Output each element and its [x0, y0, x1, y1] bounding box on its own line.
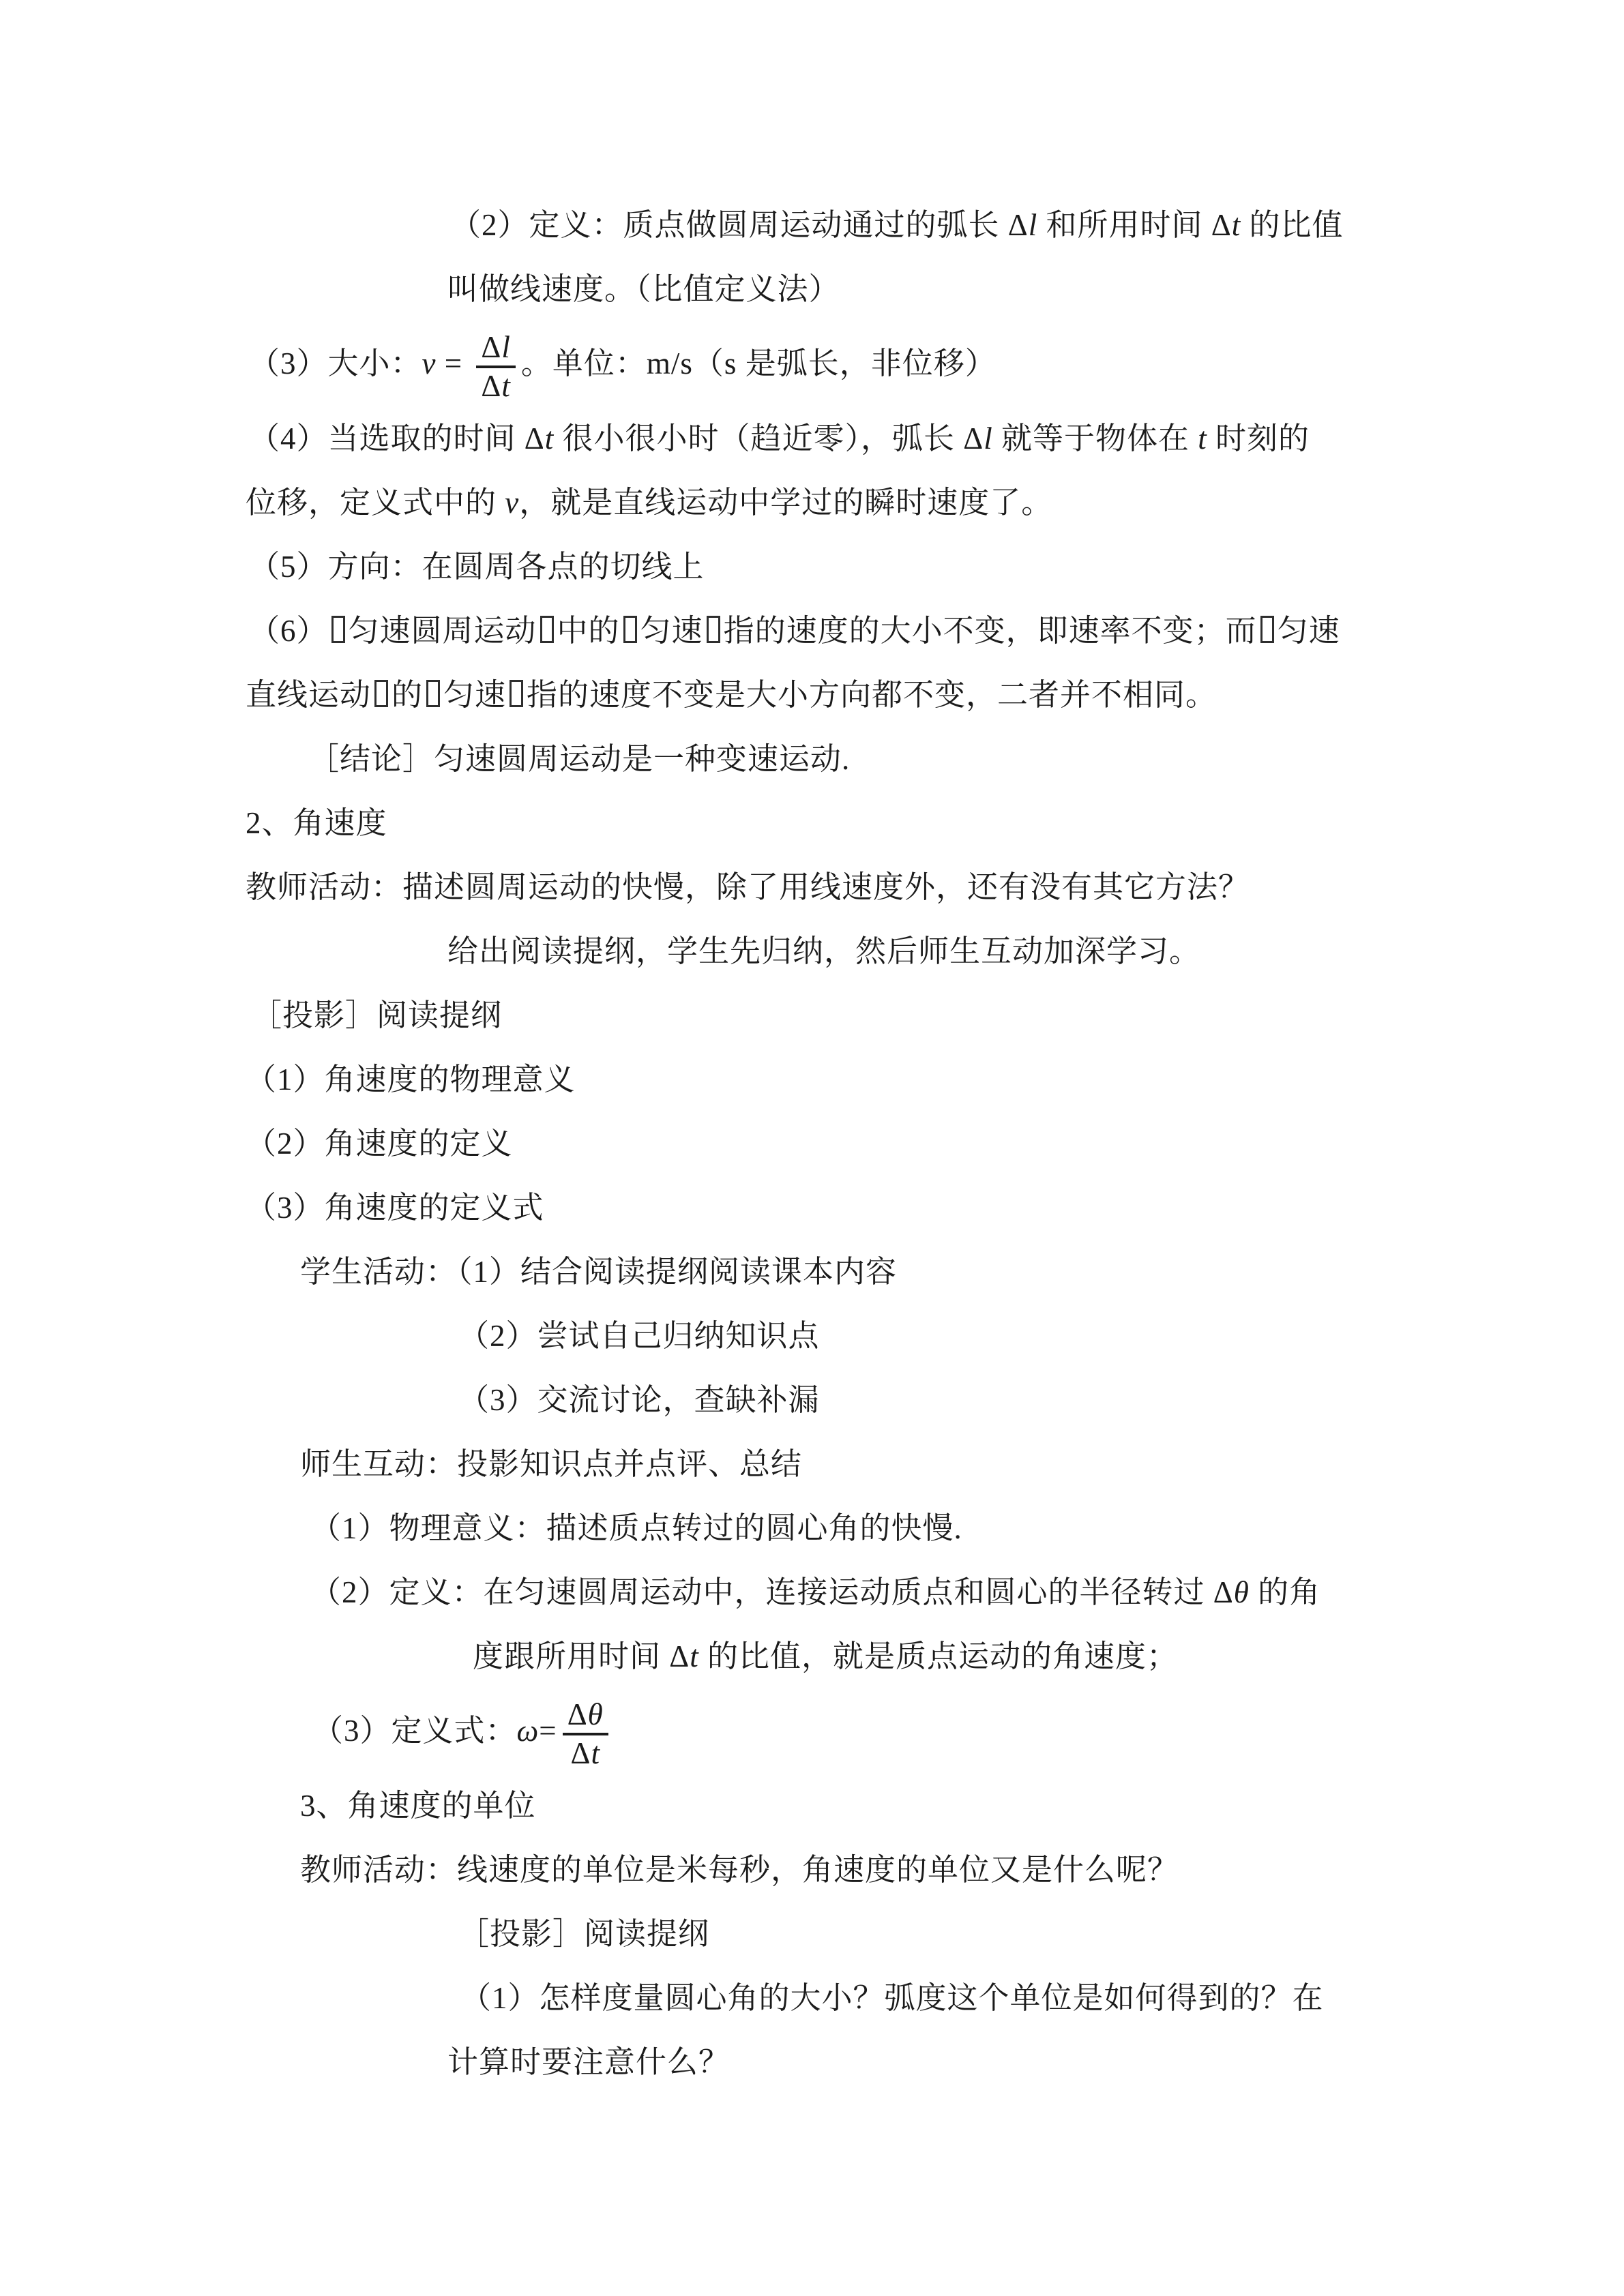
- doc-line-22: [0, 1560, 1624, 1624]
- text-run: 是弧长，非位移）: [737, 346, 996, 381]
- doc-line-26: [0, 1838, 1624, 1902]
- text-run: Δ: [669, 1639, 690, 1673]
- text-run: =: [436, 346, 471, 381]
- text-run: =: [539, 1714, 557, 1748]
- math-variable: t: [690, 1639, 699, 1673]
- text-run: 位移，定义式中的: [246, 486, 505, 520]
- doc-line-28: [0, 1966, 1624, 2030]
- text-run: 叫做线速度。（比值定义法）: [447, 272, 840, 306]
- doc-line-1: [0, 193, 1624, 257]
- text-run: m/s: [646, 346, 693, 381]
- text-run: （1）怎样度量圆心角的大小？弧度这个单位是如何得到的？在: [460, 1981, 1324, 2015]
- text-run: 计算时要注意什么？: [447, 2045, 730, 2079]
- doc-line-14: [0, 1047, 1624, 1112]
- text-run: Δ: [1213, 1575, 1234, 1609]
- text-run: 师生互动：投影知识点并点评、总结: [300, 1447, 803, 1481]
- text-run: Δ: [567, 1697, 588, 1731]
- fraction-denominator: [481, 368, 510, 402]
- doc-line-15: [0, 1112, 1624, 1176]
- text-run: 和所用时间: [1037, 208, 1211, 242]
- text-run: （3）定义式：: [312, 1714, 517, 1748]
- text-run: 教师活动：描述圆周运动的快慢，除了用线速度外，还有没有其它方法？: [246, 870, 1250, 904]
- missing-glyph-box-icon: [374, 680, 388, 707]
- text-run: 3、角速度的单位: [300, 1789, 536, 1823]
- math-variable: v: [505, 486, 520, 520]
- doc-line-21: [0, 1496, 1624, 1560]
- text-run: （6）: [249, 614, 328, 648]
- missing-glyph-box-icon: [1260, 616, 1274, 643]
- text-run: 直线运动: [246, 678, 372, 712]
- math-variable: t: [501, 368, 511, 403]
- text-run: 教师活动：线速度的单位是米每秒，角速度的单位又是什么呢？: [300, 1853, 1179, 1887]
- fraction: [563, 1699, 608, 1770]
- math-variable: v: [422, 346, 437, 381]
- math-variable: t: [1231, 208, 1241, 242]
- text-run: 给出阅读提纲，学生先归纳，然后师生互动加深学习。: [447, 934, 1201, 968]
- text-run: 2、角速度: [246, 806, 387, 840]
- text-run: （3）交流讨论，查缺补漏: [458, 1383, 820, 1417]
- text-run: 的角: [1249, 1575, 1321, 1609]
- doc-line-19: [0, 1368, 1624, 1432]
- doc-line-13: [0, 983, 1624, 1047]
- doc-line-10: [0, 791, 1624, 855]
- math-variable: l: [501, 329, 511, 364]
- doc-line-25: [0, 1774, 1624, 1838]
- missing-glyph-box-icon: [623, 616, 637, 643]
- text-run: Δ: [1211, 208, 1232, 242]
- text-run: Δ: [963, 421, 984, 456]
- doc-line-20: [0, 1432, 1624, 1496]
- text-run: 度跟所用时间: [473, 1639, 670, 1673]
- text-run: ［结论］匀速圆周运动是一种变速运动.: [308, 742, 851, 776]
- math-variable: t: [1198, 421, 1207, 456]
- text-run: （1）角速度的物理意义: [246, 1062, 576, 1097]
- text-run: （2）尝试自己归纳知识点: [458, 1319, 820, 1353]
- text-run: s: [724, 346, 737, 381]
- text-run: 时刻的: [1207, 421, 1310, 456]
- text-run: （2）定义：在匀速圆周运动中，连接运动质点和圆心的半径转过: [310, 1575, 1213, 1609]
- math-variable: t: [591, 1735, 600, 1770]
- text-run: （3）角速度的定义式: [246, 1191, 544, 1225]
- doc-line-17: [0, 1240, 1624, 1304]
- text-run: 匀速: [1277, 614, 1340, 648]
- text-run: （4）当选取的时间: [249, 421, 525, 456]
- text-run: （1）物理意义：描述质点转过的圆心角的快慢.: [310, 1511, 962, 1545]
- doc-line-27: [0, 1902, 1624, 1966]
- missing-glyph-box-icon: [426, 680, 440, 707]
- text-run: 的: [392, 678, 424, 712]
- fraction-numerator: [563, 1699, 608, 1735]
- text-run: 匀速圆周运动: [348, 614, 537, 648]
- text-run: Δ: [524, 421, 545, 456]
- text-run: 。单位：: [520, 346, 647, 381]
- doc-line-2: [0, 257, 1624, 321]
- math-variable: l: [984, 421, 993, 456]
- math-variable: t: [544, 421, 555, 456]
- doc-line-7: [0, 599, 1624, 663]
- doc-line-4: [0, 406, 1624, 471]
- math-variable: l: [1028, 208, 1038, 242]
- doc-line-9: [0, 727, 1624, 791]
- text-run: Δ: [481, 329, 502, 364]
- doc-line-8: [0, 663, 1624, 727]
- text-run: 中的: [557, 614, 620, 648]
- text-run: （2）角速度的定义: [246, 1127, 513, 1161]
- doc-line-5: [0, 471, 1624, 535]
- text-run: （2）定义：质点做圆周运动通过的弧长: [450, 208, 1008, 242]
- doc-line-24: [0, 1688, 1624, 1774]
- fraction-denominator: [570, 1735, 600, 1770]
- text-run: 匀速: [443, 678, 507, 712]
- text-run: ［投影］阅读提纲: [251, 998, 503, 1032]
- doc-line-6: [0, 535, 1624, 599]
- doc-line-29: [0, 2030, 1624, 2094]
- doc-line-3: [0, 321, 1624, 406]
- text-run: 的比值，就是质点运动的角速度；: [698, 1639, 1178, 1673]
- doc-line-16: [0, 1176, 1624, 1240]
- doc-line-23: [0, 1624, 1624, 1688]
- missing-glyph-box-icon: [707, 616, 720, 643]
- missing-glyph-box-icon: [510, 680, 523, 707]
- text-run: 很小很小时（趋近零），弧长: [554, 421, 964, 456]
- fraction: [476, 331, 515, 402]
- text-run: ［投影］阅读提纲: [458, 1917, 710, 1951]
- text-run: （5）方向：在圆周各点的切线上: [249, 550, 705, 584]
- text-run: （: [692, 346, 724, 381]
- doc-line-11: [0, 855, 1624, 919]
- text-run: ，就是直线运动中学过的瞬时速度了。: [519, 486, 1053, 520]
- text-run: Δ: [1007, 208, 1029, 242]
- math-variable: θ: [1233, 1575, 1250, 1609]
- doc-line-18: [0, 1304, 1624, 1368]
- text-run: 匀速: [640, 614, 703, 648]
- text-run: 就等于物体在: [992, 421, 1198, 456]
- math-variable: θ: [587, 1697, 604, 1731]
- text-run: 指的速度不变是大小方向都不变，二者并不相同。: [527, 678, 1217, 712]
- text-run: Δ: [570, 1735, 591, 1770]
- text-run: （3）大小：: [249, 346, 422, 381]
- missing-glyph-box-icon: [540, 616, 554, 643]
- fraction-numerator: [476, 331, 515, 368]
- missing-glyph-box-icon: [331, 616, 345, 643]
- text-run: 指的速度的大小不变，即速率不变；而: [723, 614, 1257, 648]
- math-variable: ω: [516, 1714, 540, 1748]
- text-run: 学生活动：（1）结合阅读提纲阅读课本内容: [300, 1255, 898, 1289]
- doc-line-12: [0, 919, 1624, 983]
- text-run: 的比值: [1241, 208, 1344, 242]
- text-run: Δ: [481, 368, 502, 403]
